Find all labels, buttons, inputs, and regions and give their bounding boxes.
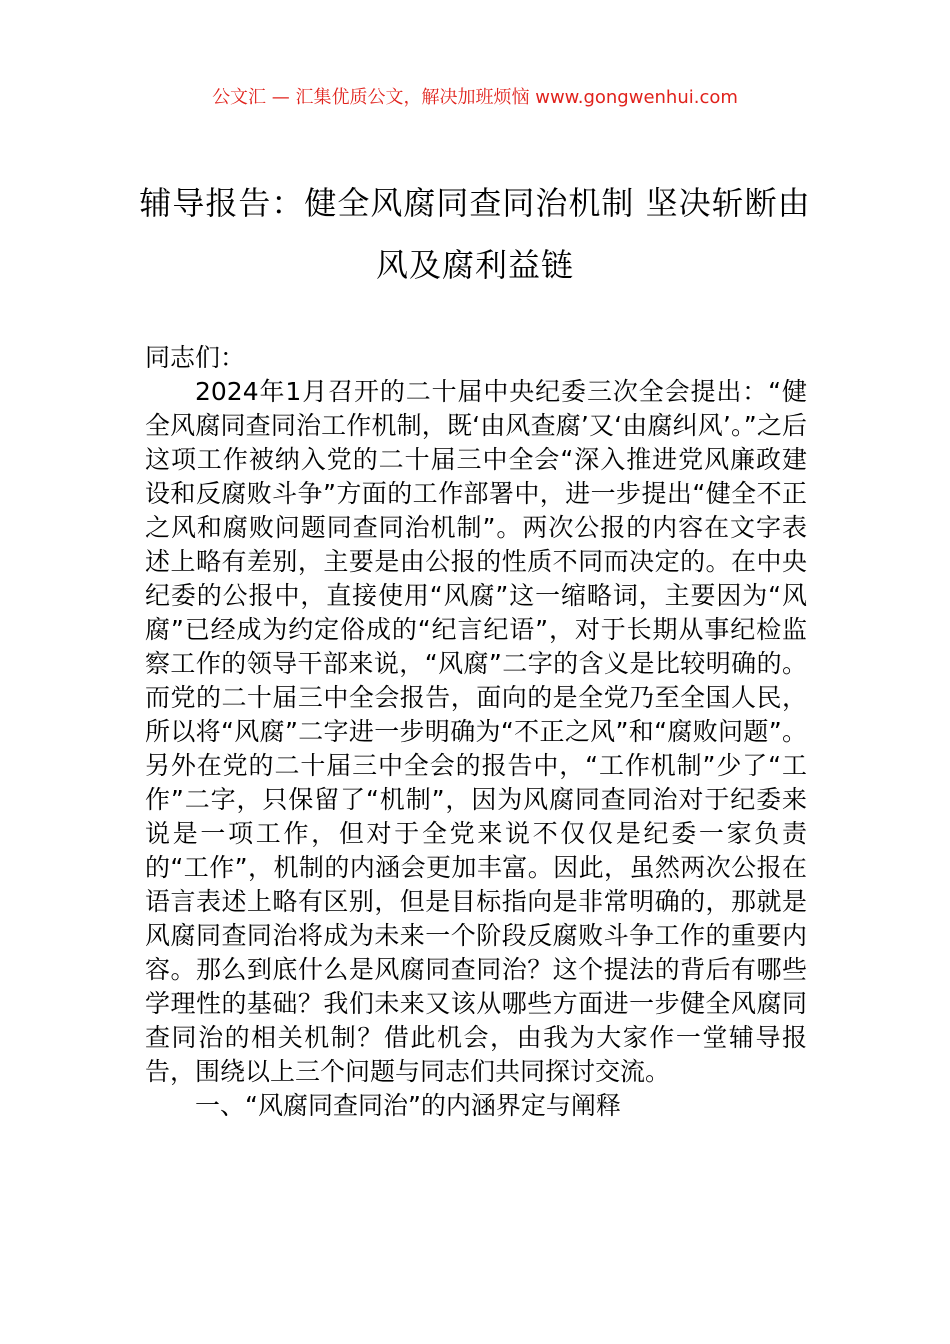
- document-body: [145, 341, 807, 1123]
- header-banner: 公文汇 — 汇集优质公文，解决加班烦恼 www.gongwenhui.com: [212, 87, 738, 108]
- salutation: 同志们：: [145, 343, 246, 372]
- section-heading: 一、“风腐同查同治”的内涵界定与阐释: [195, 1091, 621, 1120]
- paragraph-1: 2024年1月召开的二十届中央纪委三次全会提出：“健全风腐同查同治工作机制，既‘由风查腐’又‘由腐纠风’。”之后这项工作被纳入党的二十届三中全会“深入推进党风廉政建设和反腐败斗争”方面的工作部署中，进一步提出“健全不正之风和腐败问题同查同治机制”。两次公报的内容在文字表述上略有差别，主要是由公报的性质不同而决定的。在中央纪委的公报中，直接使用“风腐”这一缩略词，主要因为“风腐”已经成为约定俗成的“纪言纪语”，对于长期从事纪检监察工作的领导干部来说，“风腐”二字的含义是比较明确的。而党的二十届三中全会报告，面向的是全党乃至全国人民，所以将“风腐”二字进一步明确为“不正之风”和“腐败问题”。另外在党的二十届三中全会的报告中，“工作机制”少了“工作”二字，只保留了“机制”，因为风腐同查同治对于纪委来说是一项工作，但对于全党来说不仅仅是纪委一家负责的“工作”，机制的内涵会更加丰富。因此，虽然两次公报在语言表述上略有区别，但是目标指向是非常明确的，那就是风腐同查同治将成为未来一个阶段反腐败斗争工作的重要内容。那么到底什么是风腐同查同治？这个提法的背后有哪些学理性的基础？我们未来又该从哪些方面进一步健全风腐同查同治的相关机制？借此机会，由我为大家作一堂辅导报告，围绕以上三个问题与同志们共同探讨交流。: [145, 377, 807, 1086]
- document-title: 辅导报告：健全风腐同查同治机制 坚决斩断由风及腐利益链: [139, 184, 811, 284]
